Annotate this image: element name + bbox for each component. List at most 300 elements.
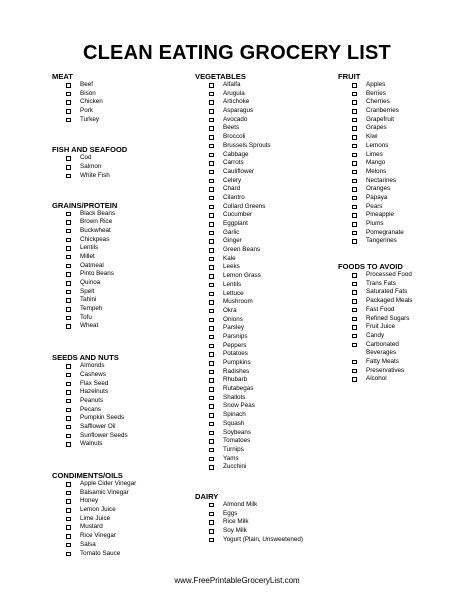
checkbox[interactable] [209,457,214,462]
footer-url: www.FreePrintableGroceryList.com [174,576,300,585]
checkbox[interactable] [66,307,71,312]
checklist-item [52,506,192,515]
checkbox[interactable] [352,161,357,166]
item-label: Ginger [223,237,242,245]
item-label: Collard Greens [223,202,266,210]
checklist-item [338,297,463,306]
checklist-item [338,151,463,160]
checkbox[interactable] [209,83,214,88]
item-label: Squash [223,419,245,427]
checklist-item [195,133,335,142]
checkbox[interactable] [352,170,357,175]
item-label: Buckwheat [80,226,111,234]
item-label: Fast Food [366,305,395,313]
item-label: Rice Milk [223,518,249,526]
item-label: Broccoli [223,133,246,141]
checkbox[interactable] [66,238,71,243]
checkbox[interactable] [66,118,71,123]
checkbox[interactable] [209,439,214,444]
checkbox[interactable] [66,212,71,217]
checklist-item [52,210,192,219]
checklist-item [52,532,192,541]
checkbox[interactable] [209,126,214,131]
item-label: Asparagus [223,107,254,115]
item-label: Yams [223,454,239,462]
checkbox[interactable] [209,404,214,409]
item-label: Rice Vinegar [80,532,116,540]
item-label: Quinoa [80,279,101,286]
item-label: Arugula [223,89,245,97]
item-label: Processed Food [366,271,412,279]
checkbox[interactable] [209,187,214,192]
checkbox[interactable] [209,248,214,253]
item-label: Kale [223,254,236,262]
item-label: Leeks [223,263,240,271]
checkbox[interactable] [209,179,214,184]
item-label: Pumpkin Seeds [80,414,125,422]
item-list [338,81,463,246]
item-label: Preservatives [366,366,405,374]
column-right [338,72,463,384]
item-label: Cod [80,154,92,162]
checkbox[interactable] [209,292,214,297]
checklist-item [52,550,192,559]
checkbox[interactable] [209,370,214,375]
checkbox[interactable] [352,100,357,105]
checklist-item [52,440,192,449]
checkbox[interactable] [66,364,71,369]
item-label: Peanuts [80,396,104,404]
checklist-item [195,350,335,359]
checklist-item [195,527,335,536]
checkbox[interactable] [352,83,357,88]
checkbox[interactable] [352,179,357,184]
checkbox[interactable] [66,100,71,105]
checkbox[interactable] [352,377,357,382]
checkbox[interactable] [66,316,71,321]
checkbox[interactable] [209,335,214,340]
checkbox[interactable] [352,153,357,158]
checkbox[interactable] [209,448,214,453]
item-label: Cabbage [223,150,249,158]
checkbox[interactable] [66,399,71,404]
checkbox[interactable] [66,324,71,329]
item-label: Walnuts [80,440,103,448]
checkbox[interactable] [66,552,71,557]
checkbox[interactable] [66,543,71,548]
item-label: Chicken [80,98,103,106]
checkbox[interactable] [209,265,214,270]
checklist-item [52,314,192,323]
section-title: CONDIMENTS/OILS [52,471,123,480]
checkbox[interactable] [209,257,214,262]
checklist-item [52,406,192,415]
checkbox[interactable] [209,118,214,123]
item-label: Berries [366,89,386,97]
checkbox[interactable] [66,434,71,439]
checkbox[interactable] [209,100,214,105]
checklist-item [195,177,335,186]
checkbox[interactable] [352,118,357,123]
section-title: FOODS TO AVOID [338,262,403,272]
item-label: Pomegranate [366,228,404,236]
checklist-item [52,489,192,498]
checklist-item [195,324,335,333]
section-title: GRAINS/PROTEIN [52,200,118,210]
checkbox[interactable] [209,213,214,218]
checklist-item [338,288,463,297]
checkbox[interactable] [209,170,214,175]
item-label: Kiwi [366,133,378,141]
section-title: FISH AND SEAFOOD [52,145,128,155]
checklist-item [195,402,335,411]
checklist-item [195,290,335,299]
checkbox[interactable] [209,344,214,349]
checklist-item [52,98,192,107]
item-label: Beets [223,124,240,132]
checkbox[interactable] [209,283,214,288]
checkbox[interactable] [209,144,214,149]
checkbox[interactable] [66,298,71,303]
checklist-item [338,332,463,341]
checkbox[interactable] [66,534,71,539]
item-label: Onions [223,315,243,323]
item-label: Brown Rice [80,218,113,226]
checklist-item [338,81,463,90]
checkbox[interactable] [66,499,71,504]
checkbox[interactable] [66,525,71,530]
checkbox[interactable] [66,508,71,513]
item-label: Tempeh [80,305,103,313]
item-label: Nectarines [366,176,397,184]
checklist-item [195,185,335,194]
item-label: Candy [366,331,385,339]
item-label: Tofu [80,313,92,321]
checklist-item [52,322,192,331]
checkbox[interactable] [66,408,71,413]
checklist-item [195,229,335,238]
checkbox[interactable] [352,282,357,287]
item-label: Lentils [223,280,242,288]
item-label: Cilantro [223,193,245,201]
checkbox[interactable] [66,416,71,421]
checklist-item [52,380,192,389]
checkbox[interactable] [209,512,214,517]
checklist-item [195,246,335,255]
checklist-item [338,367,463,376]
checkbox[interactable] [209,538,214,543]
checkbox[interactable] [66,229,71,234]
checklist-item [338,203,463,212]
checklist-item [195,385,335,394]
checkbox[interactable] [209,135,214,140]
checkbox[interactable] [209,361,214,366]
checkbox[interactable] [209,422,214,427]
checkbox[interactable] [209,274,214,279]
checklist-item [338,142,463,151]
checklist-item [338,124,463,133]
section-seeds-and-nuts [52,353,192,449]
checkbox[interactable] [66,272,71,277]
checklist-item [338,229,463,238]
checkbox[interactable] [209,153,214,158]
checklist-item [52,279,192,288]
checkbox[interactable] [66,425,71,430]
section-title: FRUIT [338,72,361,81]
item-label: Cucumber [223,211,253,219]
checkbox[interactable] [66,442,71,447]
item-label: Fatty Meats [366,357,399,365]
checklist-item [52,90,192,99]
checkbox[interactable] [66,281,71,286]
section-dairy [195,492,335,544]
checkbox[interactable] [209,318,214,323]
checklist-item [52,116,192,125]
item-label: Flax Seed [80,379,109,387]
checklist-item [195,142,335,151]
checklist-item [338,133,463,142]
checklist-item [195,316,335,325]
checklist-item [195,376,335,385]
item-label: Millet [80,252,95,260]
checkbox[interactable] [352,109,357,114]
checklist-item [52,423,192,432]
checklist-item [195,437,335,446]
checkbox[interactable] [352,369,357,374]
checklist-item [195,429,335,438]
checklist-item [195,411,335,420]
item-label: Cherries [366,98,390,106]
checkbox[interactable] [209,465,214,470]
section-title: DAIRY [195,491,219,501]
checkbox[interactable] [66,255,71,260]
checkbox[interactable] [352,325,357,330]
page-title: CLEAN EATING GROCERY LIST [83,42,391,64]
item-label: Black Beans [80,209,116,217]
item-label: Bison [80,89,96,97]
item-label: Almonds [80,362,105,370]
item-label: Turkey [80,115,100,123]
item-label: Fruit Juice [366,323,396,331]
checkbox[interactable] [352,196,357,201]
checklist-item [338,177,463,186]
item-label: Wheat [80,322,99,330]
checklist-item [338,116,463,125]
item-label: Safflower Oil [80,422,116,430]
checklist-item [52,515,192,524]
checkbox[interactable] [352,343,357,348]
checkbox[interactable] [352,308,357,313]
checkbox[interactable] [209,161,214,166]
checkbox[interactable] [352,231,357,236]
item-label: Soybeans [223,428,252,436]
item-label: Lemon Grass [223,272,261,280]
checkbox[interactable] [209,387,214,392]
section-fruit [338,72,463,246]
item-label: Eggplant [223,220,248,227]
checklist-item [338,358,463,367]
item-label: Tomatoes [223,437,251,445]
section-vegetables [195,72,335,472]
checkbox[interactable] [352,126,357,131]
checkbox[interactable] [66,92,71,97]
item-label: Packaged Meals [366,297,413,305]
checkbox[interactable] [209,396,214,401]
checkbox[interactable] [209,109,214,114]
checkbox[interactable] [66,290,71,295]
item-label: Carrots [223,159,244,167]
checkbox[interactable] [352,317,357,322]
checkbox[interactable] [209,431,214,436]
checklist-item [338,194,463,203]
checkbox[interactable] [209,205,214,210]
checkbox[interactable] [209,520,214,525]
checklist-item [195,116,335,125]
checkbox[interactable] [352,187,357,192]
checklist-item [195,168,335,177]
checkbox[interactable] [352,334,357,339]
checklist-item [52,270,192,279]
checkbox[interactable] [209,222,214,227]
item-list [52,81,192,124]
checklist-item [195,107,335,116]
checkbox[interactable] [209,239,214,244]
checkbox[interactable] [66,491,71,496]
checkbox[interactable] [352,290,357,295]
checklist-item [52,244,192,253]
checklist-item [52,172,192,181]
checklist-item [195,203,335,212]
item-label: Radishes [223,367,250,375]
checkbox[interactable] [352,135,357,140]
item-label: Soy Milk [223,527,247,534]
checkbox[interactable] [209,378,214,383]
checkbox[interactable] [352,239,357,244]
column-middle [195,72,335,544]
checkbox[interactable] [66,165,71,170]
item-label: Rhubarb [223,376,248,384]
item-label: Tahini [80,296,97,304]
checkbox[interactable] [209,529,214,534]
checklist-item [195,263,335,272]
item-label: Zucchini [223,463,247,471]
checkbox[interactable] [352,144,357,149]
item-list [195,81,335,472]
checkbox[interactable] [209,309,214,314]
checklist-item [338,315,463,324]
checklist-item [338,90,463,99]
item-label: Alcohol [366,375,387,383]
item-list [52,480,192,558]
checkbox[interactable] [209,352,214,357]
checklist-item [338,349,463,358]
checkbox[interactable] [209,326,214,331]
column-left [52,72,192,558]
checkbox[interactable] [352,299,357,304]
checkbox[interactable] [66,83,71,88]
checkbox[interactable] [352,273,357,278]
item-label: Pecans [80,405,102,413]
item-label: Artichoke [223,98,250,106]
checkbox[interactable] [66,246,71,251]
checklist-item [195,307,335,316]
checkbox[interactable] [352,360,357,365]
checkbox[interactable] [66,390,71,395]
item-label: Apples [366,81,386,88]
item-label: Pineapple [366,211,395,219]
item-label: Alfalfa [223,81,241,88]
checkbox[interactable] [66,264,71,269]
checkbox[interactable] [209,413,214,418]
checkbox[interactable] [66,156,71,161]
item-label: Apple Cider Vinegar [80,480,137,487]
checklist-item [52,218,192,227]
item-label: Honey [80,497,99,505]
checklist-item [195,446,335,455]
checkbox[interactable] [66,517,71,522]
checklist-item [195,272,335,281]
item-label: Carbonated [366,340,399,348]
section-grains-protein [52,201,192,332]
checklist-item [52,362,192,371]
checkbox[interactable] [66,174,71,179]
checkbox[interactable] [66,109,71,114]
checklist-item [52,397,192,406]
checkbox[interactable] [352,222,357,227]
item-label: Peppers [223,341,247,349]
checkbox[interactable] [209,231,214,236]
checkbox[interactable] [66,220,71,225]
item-label: Oranges [366,185,391,193]
checklist-item [52,163,192,172]
checkbox[interactable] [66,382,71,387]
checklist-item [52,305,192,314]
checkbox[interactable] [352,92,357,97]
checklist-item [338,323,463,332]
checkbox[interactable] [209,92,214,97]
checkbox[interactable] [209,503,214,508]
item-label: Tangerines [366,237,397,245]
checklist-item [338,341,463,350]
section-condiments-oils [52,471,192,558]
item-label: Potatoes [223,350,248,358]
checklist-item [195,194,335,203]
checkbox[interactable] [352,213,357,218]
item-label: Beverages [366,349,397,357]
checklist-item [195,333,335,342]
item-label: Trans Fats [366,279,396,287]
item-label: Eggs [223,509,238,517]
item-label: Limes [366,150,383,158]
checklist-item [338,211,463,220]
item-label: Salsa [80,540,96,548]
checkbox[interactable] [66,482,71,487]
section-title: MEAT [52,72,73,81]
checkbox[interactable] [209,196,214,201]
checkbox[interactable] [209,300,214,305]
checklist-item [338,220,463,229]
checklist-item [195,394,335,403]
checklist-item [338,271,463,280]
checkbox[interactable] [66,373,71,378]
checklist-item [52,541,192,550]
item-list [52,210,192,332]
checkbox[interactable] [352,205,357,210]
checklist-item [195,359,335,368]
item-label: Mango [366,159,386,167]
item-label: Lettuce [223,289,244,297]
item-list [52,362,192,449]
